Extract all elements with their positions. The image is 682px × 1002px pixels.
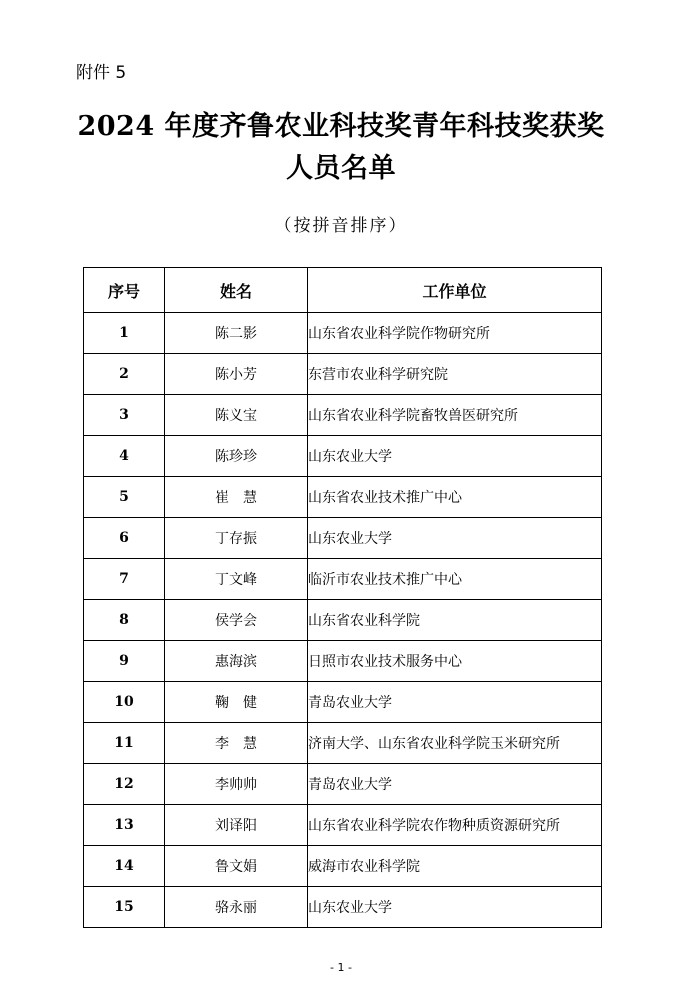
header-serial-number: 序号: [84, 268, 165, 313]
row-name: 李 慧: [165, 723, 308, 764]
row-serial-number: 6: [84, 518, 165, 559]
table-row: [84, 887, 602, 928]
row-serial-number: 15: [84, 887, 165, 928]
row-serial-number: 5: [84, 477, 165, 518]
row-serial-number: 7: [84, 559, 165, 600]
row-work-unit: 山东省农业科学院作物研究所: [308, 313, 602, 354]
table-row: [84, 641, 602, 682]
table-row: [84, 682, 602, 723]
row-name: 李帅帅: [165, 764, 308, 805]
table-body: [84, 313, 602, 928]
row-work-unit: 山东农业大学: [308, 887, 602, 928]
row-work-unit: 青岛农业大学: [308, 764, 602, 805]
table-row: [84, 354, 602, 395]
row-name: 刘译阳: [165, 805, 308, 846]
row-work-unit: 临沂市农业技术推广中心: [308, 559, 602, 600]
table-row: [84, 436, 602, 477]
header-name: 姓名: [165, 268, 308, 313]
table-row: [84, 559, 602, 600]
row-name: 丁存振: [165, 518, 308, 559]
row-serial-number: 13: [84, 805, 165, 846]
row-work-unit: 山东省农业技术推广中心: [308, 477, 602, 518]
table-row: [84, 764, 602, 805]
row-work-unit: 山东省农业科学院: [308, 600, 602, 641]
row-serial-number: 12: [84, 764, 165, 805]
awardee-table: [83, 267, 602, 928]
row-serial-number: 14: [84, 846, 165, 887]
row-name: 崔 慧: [165, 477, 308, 518]
row-name: 鲁文娟: [165, 846, 308, 887]
header-work-unit: 工作单位: [308, 268, 602, 313]
table-row: [84, 846, 602, 887]
row-name: 陈珍珍: [165, 436, 308, 477]
row-work-unit: 山东省农业科学院农作物种质资源研究所: [308, 805, 602, 846]
row-name: 丁文峰: [165, 559, 308, 600]
row-name: 鞠 健: [165, 682, 308, 723]
row-work-unit: 济南大学、山东省农业科学院玉米研究所: [308, 723, 602, 764]
table-row: [84, 600, 602, 641]
row-work-unit: 山东农业大学: [308, 518, 602, 559]
row-work-unit: 东营市农业科学研究院: [308, 354, 602, 395]
page-number: - 1 -: [330, 961, 352, 974]
row-serial-number: 10: [84, 682, 165, 723]
table-row: [84, 518, 602, 559]
table-row: [84, 395, 602, 436]
row-work-unit: 日照市农业技术服务中心: [308, 641, 602, 682]
table-row: [84, 805, 602, 846]
table-row: [84, 723, 602, 764]
row-name: 陈义宝: [165, 395, 308, 436]
document-title-line-1: 2024 年度齐鲁农业科技奖青年科技奖获奖: [77, 111, 605, 142]
table-row: [84, 477, 602, 518]
row-serial-number: 3: [84, 395, 165, 436]
table-row: [84, 313, 602, 354]
row-serial-number: 8: [84, 600, 165, 641]
document-title-line-2: 人员名单: [286, 153, 396, 184]
row-work-unit: 青岛农业大学: [308, 682, 602, 723]
row-name: 骆永丽: [165, 887, 308, 928]
row-serial-number: 9: [84, 641, 165, 682]
row-serial-number: 1: [84, 313, 165, 354]
row-name: 陈二影: [165, 313, 308, 354]
row-name: 侯学会: [165, 600, 308, 641]
row-name: 惠海滨: [165, 641, 308, 682]
attachment-label: 附件 5: [76, 63, 127, 83]
row-work-unit: 威海市农业科学院: [308, 846, 602, 887]
row-serial-number: 2: [84, 354, 165, 395]
row-name: 陈小芳: [165, 354, 308, 395]
row-serial-number: 11: [84, 723, 165, 764]
table-header-row: [84, 268, 602, 313]
sort-note: （按拼音排序）: [274, 216, 408, 236]
row-work-unit: 山东省农业科学院畜牧兽医研究所: [308, 395, 602, 436]
row-work-unit: 山东农业大学: [308, 436, 602, 477]
row-serial-number: 4: [84, 436, 165, 477]
